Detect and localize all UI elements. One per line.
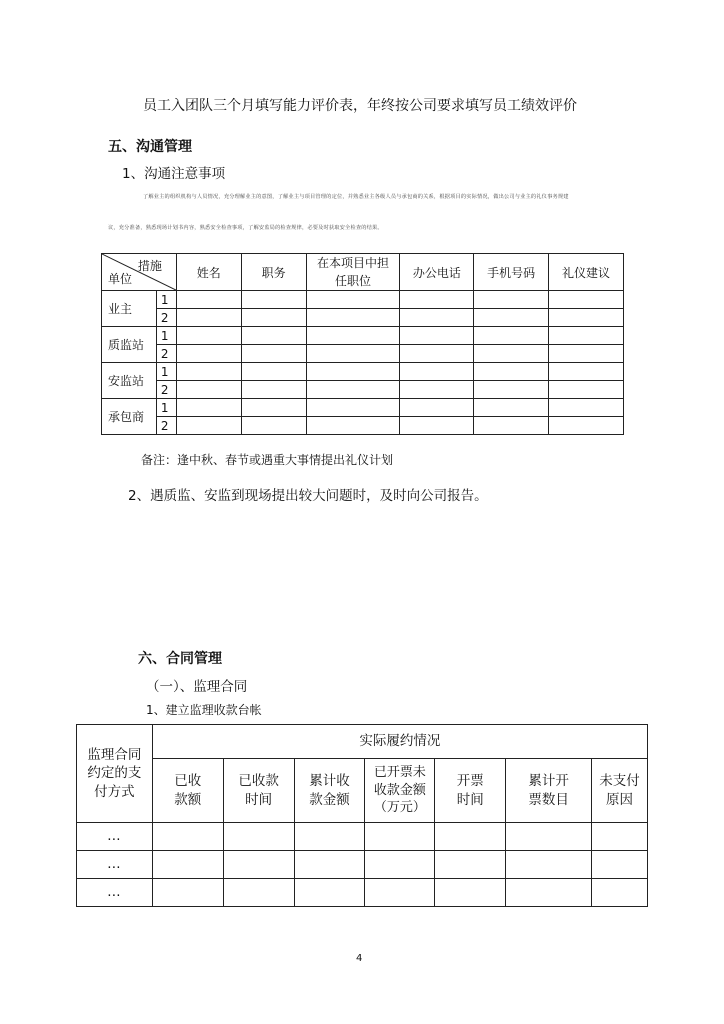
page-number: 4 (356, 953, 363, 964)
table2-header: 累计开票数目 (506, 759, 592, 823)
table1-header: 姓名 (176, 254, 241, 291)
row-ellipsis: … (77, 879, 153, 907)
unit-safety-station: 安监站 (102, 363, 157, 399)
tiny-text-line2: 议，充分准备，熟悉现场计划书内容，熟悉安全检查事项，了解安监局的检查规律，必要及时获取安全检查的结果。 (108, 225, 383, 231)
row-number: 1 (156, 291, 176, 309)
table2-header: 开票时间 (435, 759, 506, 823)
section5-item2: 2、遇质监、安监到现场提出较大问题时，及时向公司报告。 (128, 488, 488, 504)
row-number: 2 (156, 309, 176, 327)
unit-quality-station: 质监站 (102, 327, 157, 363)
table1-header: 手机号码 (474, 254, 549, 291)
row-number: 2 (156, 381, 176, 399)
col1-header: 监理合同约定的支付方式 (77, 725, 153, 823)
row-number: 1 (156, 363, 176, 381)
table1-note: 备注：逢中秋、春节或遇重大事情提出礼仪计划 (141, 453, 394, 467)
table1-header: 在本项目中担任职位 (306, 254, 400, 291)
communication-table (101, 253, 624, 435)
row-number: 2 (156, 345, 176, 363)
table1-corner-cell (102, 254, 177, 291)
section5-heading: 五、沟通管理 (108, 139, 192, 155)
table1-header: 礼仪建议 (549, 254, 624, 291)
corner-top-label: 措施 (137, 259, 162, 273)
unit-owner: 业主 (102, 291, 157, 327)
table2-header: 累计收款金额 (294, 759, 365, 823)
table2-header: 已收款时间 (223, 759, 294, 823)
row-number: 1 (156, 327, 176, 345)
row-number: 1 (156, 399, 176, 417)
table1-header: 职务 (241, 254, 306, 291)
section6-sub1: （一）、监理合同 (146, 679, 248, 695)
unit-contractor: 承包商 (102, 399, 157, 435)
table2-header: 已收款额 (152, 759, 223, 823)
section5-sub1: 1、沟通注意事项 (122, 166, 226, 182)
row-ellipsis: … (77, 851, 153, 879)
table1-header: 办公电话 (400, 254, 474, 291)
group-header: 实际履约情况 (152, 725, 647, 759)
contract-payment-table (76, 724, 648, 907)
corner-bottom-label: 单位 (108, 272, 133, 286)
row-ellipsis: … (77, 823, 153, 851)
section6-sub2: 1、建立监理收款台帐 (146, 703, 262, 717)
section6-heading: 六、合同管理 (138, 651, 222, 667)
table2-header: 已开票未收款金额（万元） (365, 759, 435, 823)
intro-line: 员工入团队三个月填写能力评价表，年终按公司要求填写员工绩效评价 (143, 98, 577, 114)
tiny-text-line1: 了解业主的组织机构与人员情况，充分理解业主的意图，了解业主与项目管理的定位，并熟悉业主各级人员与承包商的关系，根据项目的实际情况，做出公司与业主的礼仪事务规建 (143, 194, 569, 200)
row-number: 2 (156, 417, 176, 435)
table2-header: 未支付原因 (592, 759, 648, 823)
